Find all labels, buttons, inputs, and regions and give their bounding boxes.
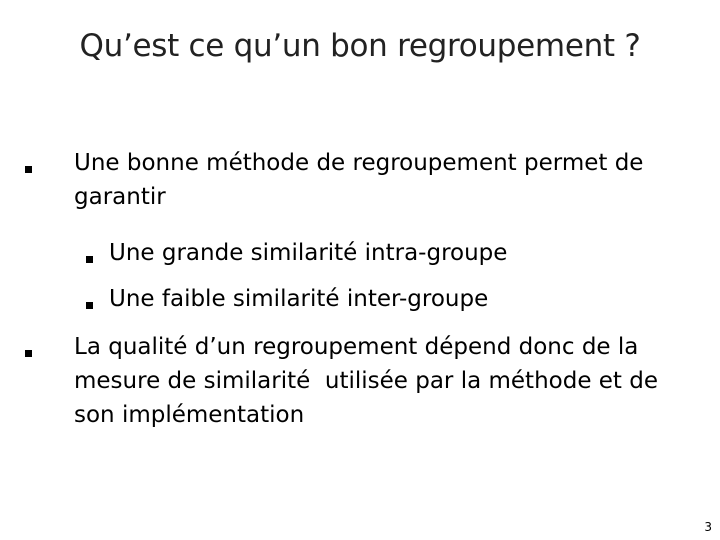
sub-bullet-text: Une faible similarité inter-groupe bbox=[109, 286, 489, 312]
square-bullet-icon bbox=[25, 350, 32, 357]
slide-title: Qu’est ce qu’un bon regroupement ? bbox=[79, 28, 641, 64]
page-number: 3 bbox=[704, 520, 712, 534]
square-bullet-icon bbox=[86, 256, 93, 263]
bullet-text: La qualité d’un regroupement dépend donc de la mesure de similarité utilisée par la méthode et de son implémentation bbox=[74, 334, 666, 428]
square-bullet-icon bbox=[86, 302, 93, 309]
square-bullet-icon bbox=[25, 166, 32, 173]
sub-bullet-text: Une grande similarité intra-groupe bbox=[109, 240, 508, 266]
bullet-text: Une bonne méthode de regroupement permet de garantir bbox=[74, 150, 651, 210]
